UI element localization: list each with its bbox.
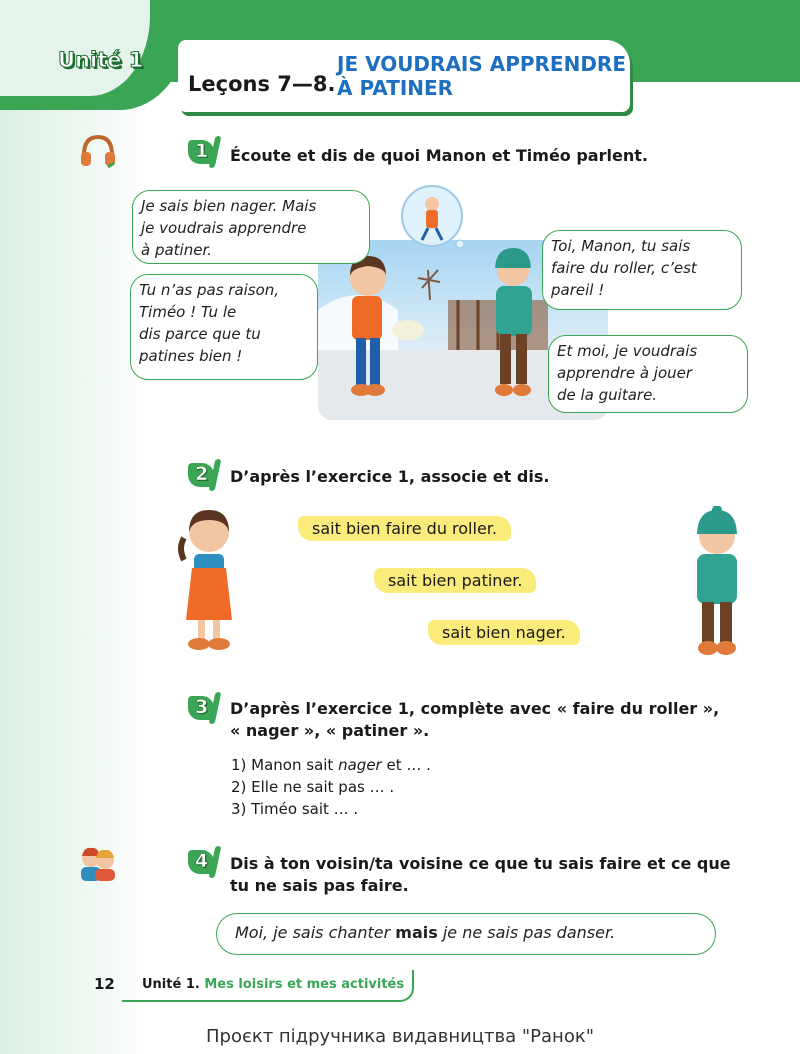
example-speech-bubble: Moi, je sais chanter mais je ne sais pas danser. bbox=[216, 913, 716, 955]
lesson-title bbox=[337, 52, 626, 100]
list-item-2: 2) Elle ne sait pas … . bbox=[231, 778, 395, 796]
exercise-4-instruction: Dis à ton voisin/ta voisine ce que tu sais faire et ce que tu ne sais pas faire. bbox=[230, 854, 731, 895]
unit-badge: Unité 1 bbox=[58, 48, 144, 72]
lesson-title-line2: À PATINER bbox=[337, 76, 454, 100]
footer-title: Unité 1. Mes loisirs et mes activités bbox=[142, 977, 405, 992]
lessons-label: Leçons 7—8. bbox=[188, 72, 336, 96]
list-item-3: 3) Timéo sait … . bbox=[231, 800, 359, 818]
page-number: 12 bbox=[94, 975, 115, 993]
timeo-figure bbox=[682, 506, 752, 660]
publisher-caption: Проєкт підручника видавництва "Ранок" bbox=[205, 1026, 594, 1047]
exercise-1-number: 1 bbox=[188, 138, 218, 166]
match-option-roller[interactable]: sait bien faire du roller. bbox=[298, 516, 511, 541]
match-option-patiner[interactable]: sait bien patiner. bbox=[374, 568, 536, 593]
exercise-4-number: 4 bbox=[188, 848, 218, 876]
speech-bubble-manon-1: Je sais bien nager. Mais je voudrais apprendre à patiner. bbox=[132, 190, 370, 264]
lesson-title-line1: JE VOUDRAIS APPRENDRE bbox=[337, 52, 626, 76]
speech-bubble-timeo-2: Et moi, je voudrais apprendre à jouer de la guitare. bbox=[548, 335, 748, 413]
exercise-3-number: 3 bbox=[188, 694, 218, 722]
manon-figure bbox=[174, 508, 244, 654]
exercise-3-instruction: D’après l’exercice 1, complète avec « faire du roller », « nager », « patiner ». bbox=[230, 699, 720, 740]
speech-bubble-manon-2: Tu n’as pas raison, Timéo ! Tu le dis parce que tu patines bien ! bbox=[130, 274, 318, 380]
exercise-2-instruction: D’après l’exercice 1, associe et dis. bbox=[230, 467, 550, 486]
headphones-icon bbox=[78, 133, 118, 169]
speech-bubble-timeo-1: Toi, Manon, tu sais faire du roller, c’est pareil ! bbox=[542, 230, 742, 310]
list-item-1: 1) Manon sait nager et … . bbox=[231, 756, 431, 774]
thought-bubble-skater bbox=[398, 182, 470, 254]
match-option-nager[interactable]: sait bien nager. bbox=[428, 620, 580, 645]
exercise-2-number: 2 bbox=[188, 461, 218, 489]
exercise-1-instruction: Écoute et dis de quoi Manon et Timéo parlent. bbox=[230, 146, 648, 165]
pair-work-icon bbox=[78, 844, 118, 882]
